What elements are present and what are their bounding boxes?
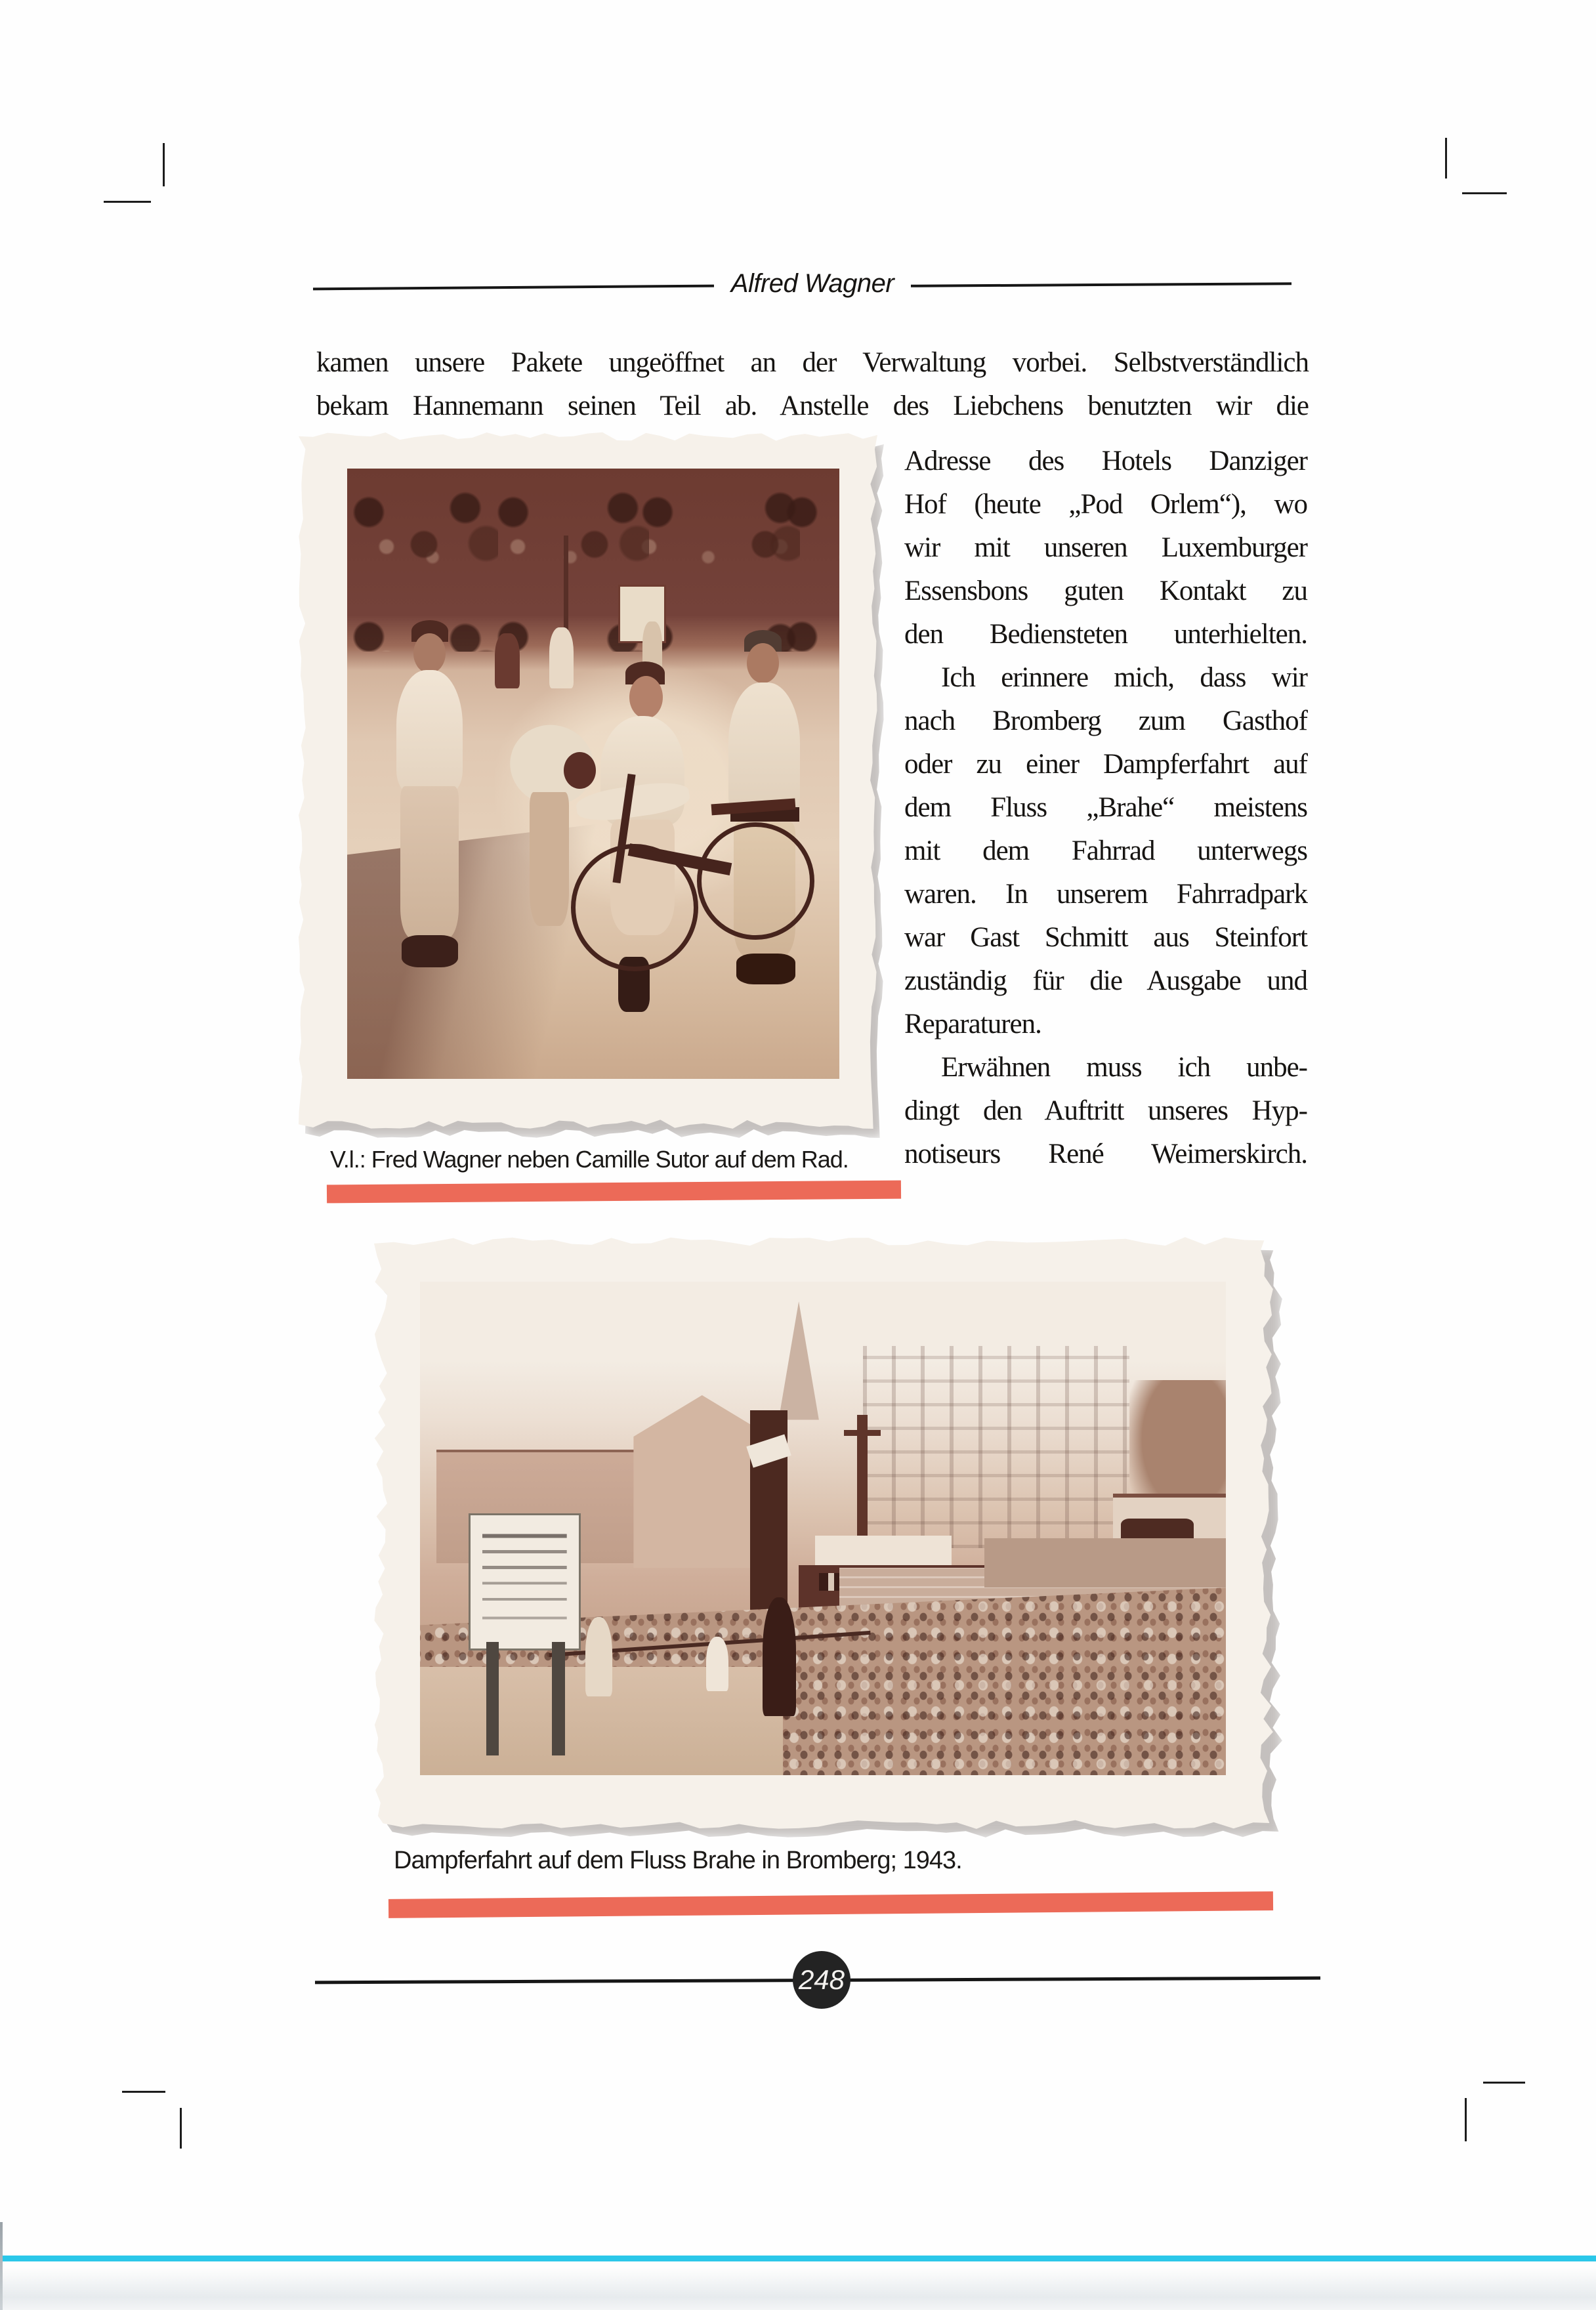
photo-1-bent-figure-cap [564,752,596,789]
body-text-line: Essensbons guten Kontakt zu [904,576,1307,606]
photo-1-soldier-right-boots [736,954,795,984]
accent-bar-2 [388,1891,1273,1918]
crop-mark-top-left-horizontal [104,201,151,203]
body-text-line: waren. In unserem Fahrradpark [904,879,1307,910]
crop-mark-top-right-horizontal [1462,192,1507,194]
body-text-line: dingt den Auftritt unseres Hyp- [904,1095,1307,1126]
photo-caption-1: V.l.: Fred Wagner neben Camille Sutor auf dem Rad. [330,1146,849,1173]
body-text-line: Hof (heute „Pod Orlem“), wo [904,489,1307,520]
photo-1-bent-figure-legs [530,792,569,927]
crop-mark-bottom-left-vertical [180,2108,182,2149]
body-text-line: mit dem Fahrrad unterwegs [904,835,1307,866]
chapter-author-title: Alfred Wagner [730,269,894,298]
body-text-line: nach Bromberg zum Gasthof [904,705,1307,736]
body-text-line: zuständig für die Ausgabe und [904,965,1307,996]
photo-1-bicycle-rear-wheel [697,822,814,940]
photo-2-sign-post [552,1642,565,1755]
body-text-line: wir mit unseren Luxemburger [904,532,1307,563]
photo-2-man-in-dark [763,1597,797,1715]
photo-2-schedule-sign [469,1513,581,1650]
page-number: 248 [798,1964,845,1995]
photo-1-soldier-left-head [413,633,446,673]
page-edge-left [0,2222,3,2310]
crop-mark-top-left-vertical [163,143,165,186]
photo-2-lamp-crossarm [844,1430,881,1436]
photo-1-soldier-left-torso [396,670,463,792]
photo-2-sign-post [486,1642,499,1755]
body-text-line: Ich erinnere mich, dass wir [941,662,1307,693]
photo-1-soldier-left-boots [402,935,458,967]
body-text-line: Adresse des Hotels Danziger [904,446,1307,476]
header-rule-left [313,285,714,291]
intro-paragraph [316,341,1309,428]
body-text-line: Reparaturen. [904,1009,1041,1040]
intro-line: bekam Hannemann seinen Teil ab. Anstelle des Liebchens benutzten wir die [316,390,1309,421]
body-text-line: notiseurs René Weimerskirch. [904,1139,1307,1169]
photo-2-church-spire [778,1301,818,1419]
photo-1-image [347,469,839,1079]
body-text-line: Erwähnen muss ich unbe- [941,1052,1307,1083]
body-text-line: dem Fluss „Brahe“ meistens [904,792,1307,823]
body-text-line: oder zu einer Dampferfahrt auf [904,749,1307,780]
trim-line-cyan [0,2256,1596,2261]
body-text-column [904,440,1307,1176]
crop-mark-top-right-vertical [1445,138,1447,178]
header-rule-right [911,282,1292,287]
accent-bar-1 [327,1181,901,1204]
crop-mark-bottom-right-horizontal [1483,2082,1525,2084]
photo-2-child-figure [706,1637,728,1691]
photo-2 [374,1237,1273,1829]
photo-2-image [420,1282,1226,1775]
crop-mark-bottom-right-vertical [1465,2098,1467,2141]
photo-2-woman-figure [585,1617,613,1696]
page-number-badge [793,1951,850,2009]
photo-2-main-building [863,1346,1129,1548]
photo-1-bicycle-front-wheel [571,844,698,971]
intro-line: kamen unsere Pakete ungeöffnet an der Verwaltung vorbei. Selbstverständlich [316,347,1309,378]
page-edge-shadow [0,2267,1596,2310]
photo-caption-2: Dampferfahrt auf dem Fluss Brahe in Bromberg; 1943. [394,1847,962,1874]
photo-1 [299,432,877,1129]
body-text-line: den Bediensteten unterhielten. [904,619,1307,650]
photo-2-quay-wall [984,1538,1226,1587]
photo-1-soldier-right-torso [728,682,800,817]
photo-1-soldier-left-trousers [400,786,459,939]
crop-mark-bottom-left-horizontal [122,2091,165,2093]
body-text-line: war Gast Schmitt aus Steinfort [904,922,1307,953]
photo-1-cyclist-head [629,676,663,719]
